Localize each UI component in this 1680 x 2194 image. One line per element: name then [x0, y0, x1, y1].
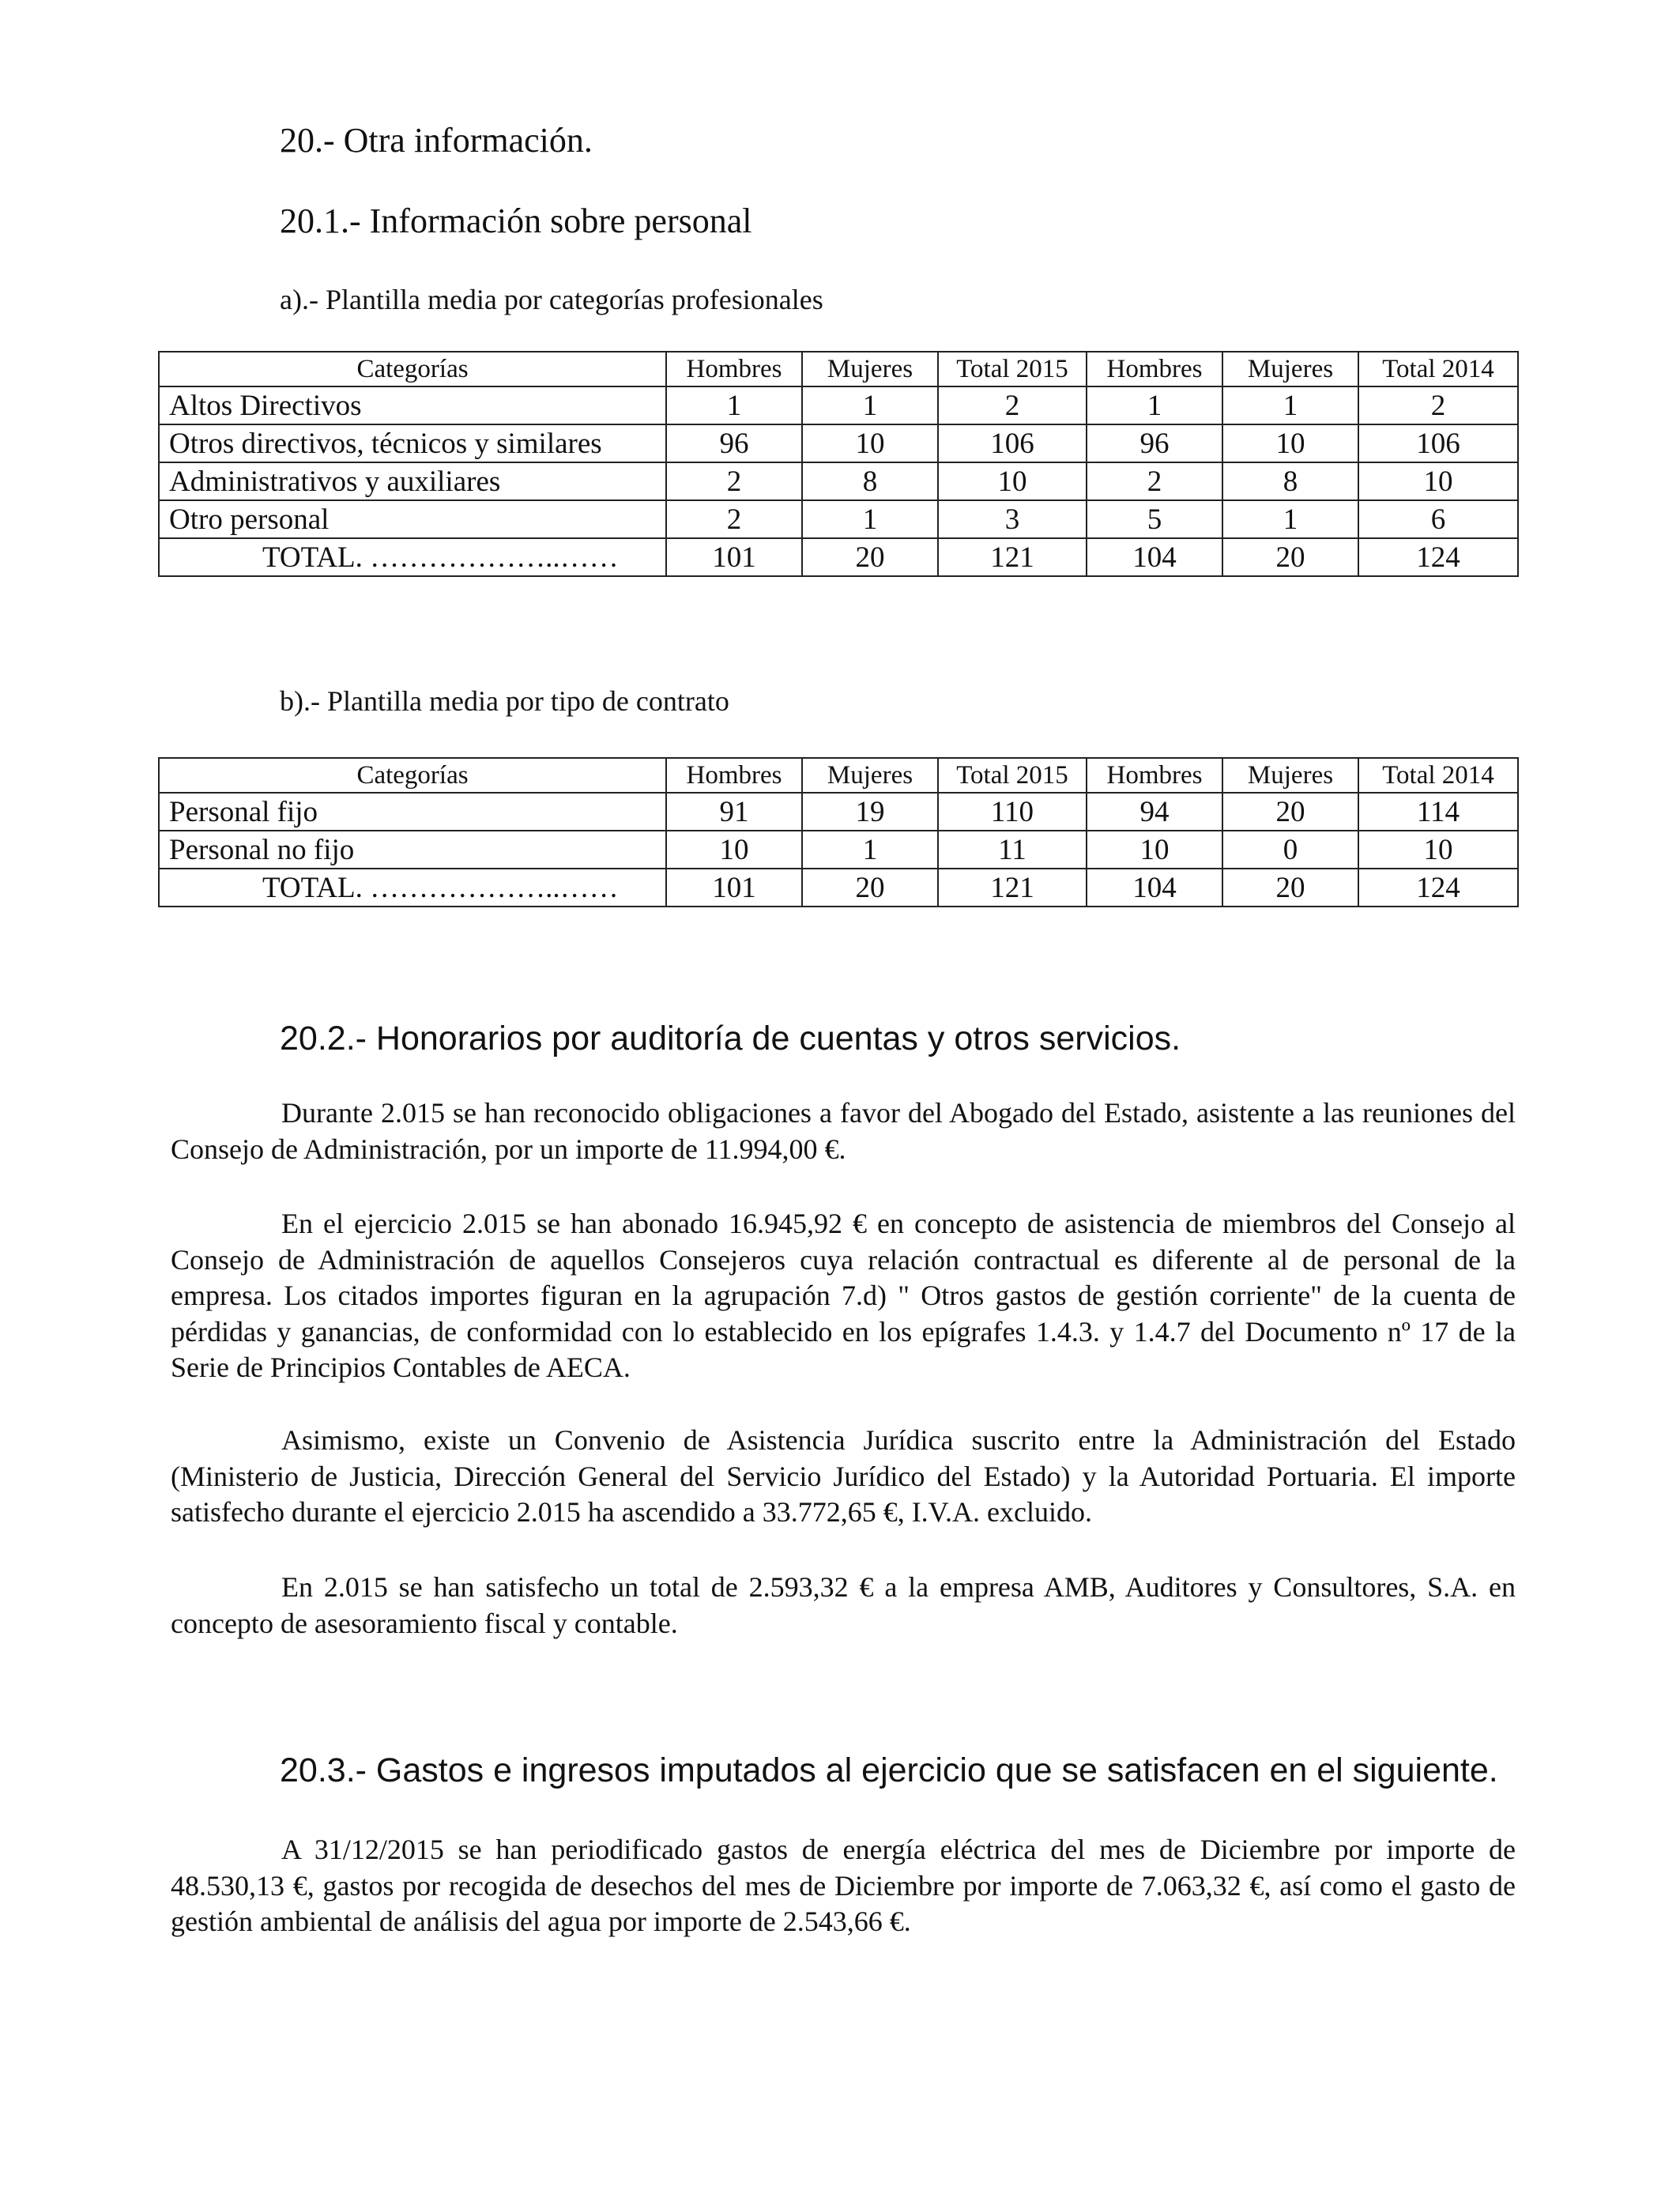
paragraph-consejo: [171, 1206, 1516, 1386]
header-cell: Mujeres: [802, 758, 938, 793]
table-row: [159, 793, 1518, 831]
cell: 20: [802, 538, 938, 576]
cell: 1: [666, 386, 802, 424]
paragraph-amb: [171, 1570, 1516, 1642]
paragraph-abogado: [171, 1095, 1516, 1167]
paragraph-text: Durante 2.015 se han reconocido obligaciones a favor del Abogado del Estado, asistente a las reuniones del Consejo de Administración, por un importe de 11.994,00 €.: [171, 1097, 1516, 1165]
cell: 1: [802, 386, 938, 424]
header-cell: Hombres: [1087, 352, 1222, 386]
cell: 11: [938, 831, 1087, 869]
cell: 1: [1222, 386, 1358, 424]
paragraph-text: En 2.015 se han satisfecho un total de 2.593,32 € a la empresa AMB, Auditores y Consultores, S.A. en concepto de asesoramiento fiscal y contable.: [171, 1571, 1516, 1639]
cell: 10: [1087, 831, 1222, 869]
cell: 1: [802, 500, 938, 538]
row-label: Altos Directivos: [159, 386, 666, 424]
row-label: Administrativos y auxiliares: [159, 462, 666, 500]
table-categories: [158, 351, 1519, 577]
cell: 5: [1087, 500, 1222, 538]
row-label: Personal fijo: [159, 793, 666, 831]
header-cell: Total 2015: [938, 758, 1087, 793]
paragraph-periodificacion: [171, 1832, 1516, 1940]
cell: 124: [1358, 869, 1518, 907]
cell: 104: [1087, 538, 1222, 576]
cell: 3: [938, 500, 1087, 538]
header-cell: Total 2014: [1358, 352, 1518, 386]
cell: 94: [1087, 793, 1222, 831]
header-cell: Total 2014: [1358, 758, 1518, 793]
paragraph-text: A 31/12/2015 se han periodificado gastos de energía eléctrica del mes de Diciembre por importe de 48.530,13 €, gastos por recogida de desechos del mes de Diciembre por importe de 7.063,32 €, así como el gasto de gestión ambiental de análisis del agua por importe de 2.543,66 €.: [171, 1834, 1516, 1937]
cell: 8: [1222, 462, 1358, 500]
header-cell: Hombres: [666, 758, 802, 793]
table-row: [159, 462, 1518, 500]
subsection-title-accruals: 20.3.- Gastos e ingresos imputados al ejercicio que se satisfacen en el siguiente.: [280, 1751, 1498, 1789]
row-label: Otro personal: [159, 500, 666, 538]
header-cell: Mujeres: [1222, 758, 1358, 793]
cell: 10: [1358, 462, 1518, 500]
cell: 104: [1087, 869, 1222, 907]
cell: 121: [938, 538, 1087, 576]
cell: 19: [802, 793, 938, 831]
table-header-row: [159, 352, 1518, 386]
cell: 20: [1222, 793, 1358, 831]
table-b-caption: b).- Plantilla media por tipo de contrato: [280, 685, 729, 717]
subsection-title-personal: 20.1.- Información sobre personal: [280, 202, 752, 240]
cell: 2: [666, 462, 802, 500]
cell: 106: [938, 424, 1087, 462]
cell: 106: [1358, 424, 1518, 462]
cell: 101: [666, 869, 802, 907]
table-header-row: [159, 758, 1518, 793]
cell: 2: [666, 500, 802, 538]
cell: 1: [802, 831, 938, 869]
row-label: Personal no fijo: [159, 831, 666, 869]
paragraph-convenio: [171, 1423, 1516, 1531]
table-total-row: [159, 869, 1518, 907]
cell: 96: [1087, 424, 1222, 462]
cell: 10: [666, 831, 802, 869]
table-contract-type: [158, 757, 1519, 907]
header-cell: Hombres: [1087, 758, 1222, 793]
paragraph-text: Asimismo, existe un Convenio de Asistencia Jurídica suscrito entre la Administración del Estado (Ministerio de Justicia, Dirección General del Servicio Jurídico del Estado) y la Autoridad Portuaria. El importe satisfecho durante el ejercicio 2.015 ha ascendido a 33.772,65 €, I.V.A. excluido.: [171, 1424, 1516, 1528]
row-label: Otros directivos, técnicos y similares: [159, 424, 666, 462]
cell: 8: [802, 462, 938, 500]
header-cell: Mujeres: [1222, 352, 1358, 386]
cell: 10: [1358, 831, 1518, 869]
cell: 101: [666, 538, 802, 576]
cell: 20: [1222, 538, 1358, 576]
subsection-title-audit-fees: 20.2.- Honorarios por auditoría de cuentas y otros servicios.: [280, 1020, 1181, 1057]
cell: 10: [938, 462, 1087, 500]
cell: 96: [666, 424, 802, 462]
cell: 2: [1358, 386, 1518, 424]
cell: 10: [1222, 424, 1358, 462]
cell: 91: [666, 793, 802, 831]
cell: 0: [1222, 831, 1358, 869]
cell: 1: [1087, 386, 1222, 424]
cell: 2: [938, 386, 1087, 424]
paragraph-text: En el ejercicio 2.015 se han abonado 16.945,92 € en concepto de asistencia de miembros del Consejo al Consejo de Administración de aquellos Consejeros cuya relación contractual es diferente al de personal de la empresa. Los citados importes figuran en la agrupación 7.d) " Otros gastos de gestión corriente" de la cuenta de pérdidas y ganancias, de conformidad con lo establecido en los epígrafes 1.4.3. y 1.4.7 del Documento nº 17 de la Serie de Principios Contables de AECA.: [171, 1208, 1516, 1383]
cell: 1: [1222, 500, 1358, 538]
total-label: TOTAL. ………………..……: [159, 538, 666, 576]
cell: 121: [938, 869, 1087, 907]
table-row: [159, 500, 1518, 538]
cell: 10: [802, 424, 938, 462]
table-row: [159, 831, 1518, 869]
header-cell: Mujeres: [802, 352, 938, 386]
cell: 114: [1358, 793, 1518, 831]
table-a-caption: a).- Plantilla media por categorías profesionales: [280, 284, 823, 315]
header-cell: Categorías: [159, 352, 666, 386]
header-cell: Categorías: [159, 758, 666, 793]
cell: 20: [802, 869, 938, 907]
cell: 110: [938, 793, 1087, 831]
header-cell: Hombres: [666, 352, 802, 386]
cell: 124: [1358, 538, 1518, 576]
total-label: TOTAL. ………………..……: [159, 869, 666, 907]
header-cell: Total 2015: [938, 352, 1087, 386]
table-row: [159, 424, 1518, 462]
cell: 2: [1087, 462, 1222, 500]
table-row: [159, 386, 1518, 424]
table-total-row: [159, 538, 1518, 576]
cell: 6: [1358, 500, 1518, 538]
cell: 20: [1222, 869, 1358, 907]
section-title: 20.- Otra información.: [280, 121, 593, 160]
